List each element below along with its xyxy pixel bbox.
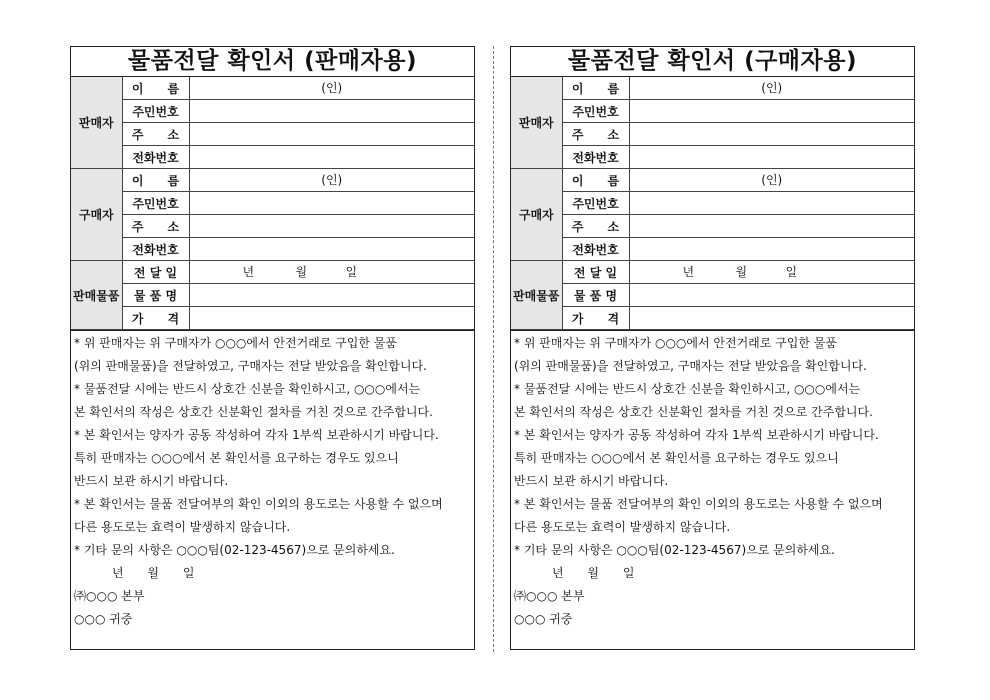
buyer-name-label: 이 름	[122, 169, 189, 192]
seller-phone-field[interactable]	[189, 146, 474, 169]
buyer-copy-form	[510, 46, 915, 650]
sign-year-unit: 년	[112, 566, 124, 580]
sign-recipient: ○○○ 귀중	[514, 612, 573, 626]
buyer-group-label: 구매자	[71, 169, 122, 261]
seal-mark: (인)	[761, 81, 783, 95]
seller-address-field[interactable]	[189, 123, 474, 146]
seller-name-label: 이 름	[122, 77, 189, 100]
note-line: 다른 용도로는 효력이 발생하지 않습니다.	[74, 520, 291, 534]
date-day-unit: 일	[785, 265, 798, 279]
note-line: * 본 확인서는 양자가 공동 작성하여 각자 1부씩 보관하시기 바랍니다.	[74, 428, 439, 442]
buyer-group-label: 구매자	[511, 169, 562, 261]
info-table	[71, 77, 474, 330]
form-title: 물품전달 확인서 (판매자용)	[71, 47, 474, 77]
buyer-name-label: 이 름	[562, 169, 629, 192]
note-line: * 본 확인서는 물품 전달여부의 확인 이외의 용도로는 사용할 수 없으며	[74, 497, 443, 511]
price-field[interactable]	[629, 307, 914, 330]
buyer-address-label: 주 소	[562, 215, 629, 238]
delivery-date-field[interactable]	[629, 261, 914, 284]
item-name-label: 물 품 명	[562, 284, 629, 307]
note-line: * 기타 문의 사항은 ○○○팀(02-123-4567)으로 문의하세요.	[514, 543, 835, 557]
notes-section	[71, 330, 474, 631]
sign-org: ㈜○○○ 본부	[74, 589, 145, 603]
date-day-unit: 일	[345, 265, 358, 279]
seller-resident-no-field[interactable]	[629, 100, 914, 123]
date-year-unit: 년	[242, 265, 255, 279]
note-line: 본 확인서의 작성은 상호간 신분확인 절차를 거친 것으로 간주합니다.	[74, 405, 433, 419]
seal-mark: (인)	[321, 173, 343, 187]
buyer-address-label: 주 소	[122, 215, 189, 238]
buyer-resident-no-field[interactable]	[189, 192, 474, 215]
sign-recipient: ○○○ 귀중	[74, 612, 133, 626]
seller-name-field[interactable]	[189, 77, 474, 100]
seller-phone-label: 전화번호	[122, 146, 189, 169]
delivery-date-field[interactable]	[189, 261, 474, 284]
note-line: * 위 판매자는 위 구매자가 ○○○에서 안전거래로 구입한 물품	[514, 336, 837, 350]
note-line: 특히 판매자는 ○○○에서 본 확인서를 요구하는 경우도 있으니	[514, 451, 839, 465]
note-line: * 본 확인서는 물품 전달여부의 확인 이외의 용도로는 사용할 수 없으며	[514, 497, 883, 511]
sign-year-unit: 년	[552, 566, 564, 580]
seller-copy-form	[70, 46, 475, 650]
seller-address-field[interactable]	[629, 123, 914, 146]
note-line: * 위 판매자는 위 구매자가 ○○○에서 안전거래로 구입한 물품	[74, 336, 397, 350]
sign-date	[74, 562, 474, 585]
seller-group-label: 판매자	[71, 77, 122, 169]
seller-address-label: 주 소	[122, 123, 189, 146]
seller-resident-no-label: 주민번호	[122, 100, 189, 123]
notes-section	[511, 330, 914, 631]
note-line: * 물품전달 시에는 반드시 상호간 신분을 확인하시고, ○○○에서는	[514, 382, 861, 396]
seller-name-field[interactable]	[629, 77, 914, 100]
buyer-name-field[interactable]	[189, 169, 474, 192]
goods-group-label: 판매물품	[511, 261, 562, 330]
date-month-unit: 월	[735, 265, 748, 279]
seller-phone-field[interactable]	[629, 146, 914, 169]
buyer-address-field[interactable]	[629, 215, 914, 238]
sign-day-unit: 일	[182, 566, 195, 580]
note-line: * 물품전달 시에는 반드시 상호간 신분을 확인하시고, ○○○에서는	[74, 382, 421, 396]
note-line: 본 확인서의 작성은 상호간 신분확인 절차를 거친 것으로 간주합니다.	[514, 405, 873, 419]
goods-group-label: 판매물품	[71, 261, 122, 330]
note-line: (위의 판매물품)을 전달하였고, 구매자는 전달 받았음을 확인합니다.	[74, 359, 427, 373]
seal-mark: (인)	[761, 173, 783, 187]
delivery-date-label: 전 달 일	[122, 261, 189, 284]
item-name-field[interactable]	[189, 284, 474, 307]
date-month-unit: 월	[295, 265, 308, 279]
price-label: 가 격	[562, 307, 629, 330]
sign-month-unit: 월	[147, 566, 160, 580]
note-line: 다른 용도로는 효력이 발생하지 않습니다.	[514, 520, 731, 534]
seller-phone-label: 전화번호	[562, 146, 629, 169]
date-year-unit: 년	[682, 265, 695, 279]
sign-date	[514, 562, 914, 585]
seal-mark: (인)	[321, 81, 343, 95]
delivery-date-label: 전 달 일	[562, 261, 629, 284]
note-line: 특히 판매자는 ○○○에서 본 확인서를 요구하는 경우도 있으니	[74, 451, 399, 465]
buyer-resident-no-label: 주민번호	[122, 192, 189, 215]
item-name-label: 물 품 명	[122, 284, 189, 307]
item-name-field[interactable]	[629, 284, 914, 307]
sign-month-unit: 월	[587, 566, 600, 580]
buyer-name-field[interactable]	[629, 169, 914, 192]
buyer-resident-no-label: 주민번호	[562, 192, 629, 215]
sign-org: ㈜○○○ 본부	[514, 589, 585, 603]
buyer-phone-label: 전화번호	[122, 238, 189, 261]
sign-day-unit: 일	[622, 566, 635, 580]
seller-name-label: 이 름	[562, 77, 629, 100]
buyer-resident-no-field[interactable]	[629, 192, 914, 215]
note-line: * 본 확인서는 양자가 공동 작성하여 각자 1부씩 보관하시기 바랍니다.	[514, 428, 879, 442]
note-line: (위의 판매물품)을 전달하였고, 구매자는 전달 받았음을 확인합니다.	[514, 359, 867, 373]
info-table	[511, 77, 914, 330]
cut-line-divider	[493, 46, 494, 652]
seller-address-label: 주 소	[562, 123, 629, 146]
buyer-phone-field[interactable]	[629, 238, 914, 261]
price-label: 가 격	[122, 307, 189, 330]
note-line: 반드시 보관 하시기 바랍니다.	[74, 474, 229, 488]
price-field[interactable]	[189, 307, 474, 330]
note-line: * 기타 문의 사항은 ○○○팀(02-123-4567)으로 문의하세요.	[74, 543, 395, 557]
buyer-address-field[interactable]	[189, 215, 474, 238]
note-line: 반드시 보관 하시기 바랍니다.	[514, 474, 669, 488]
seller-group-label: 판매자	[511, 77, 562, 169]
form-title: 물품전달 확인서 (구매자용)	[511, 47, 914, 77]
seller-resident-no-label: 주민번호	[562, 100, 629, 123]
buyer-phone-field[interactable]	[189, 238, 474, 261]
buyer-phone-label: 전화번호	[562, 238, 629, 261]
seller-resident-no-field[interactable]	[189, 100, 474, 123]
